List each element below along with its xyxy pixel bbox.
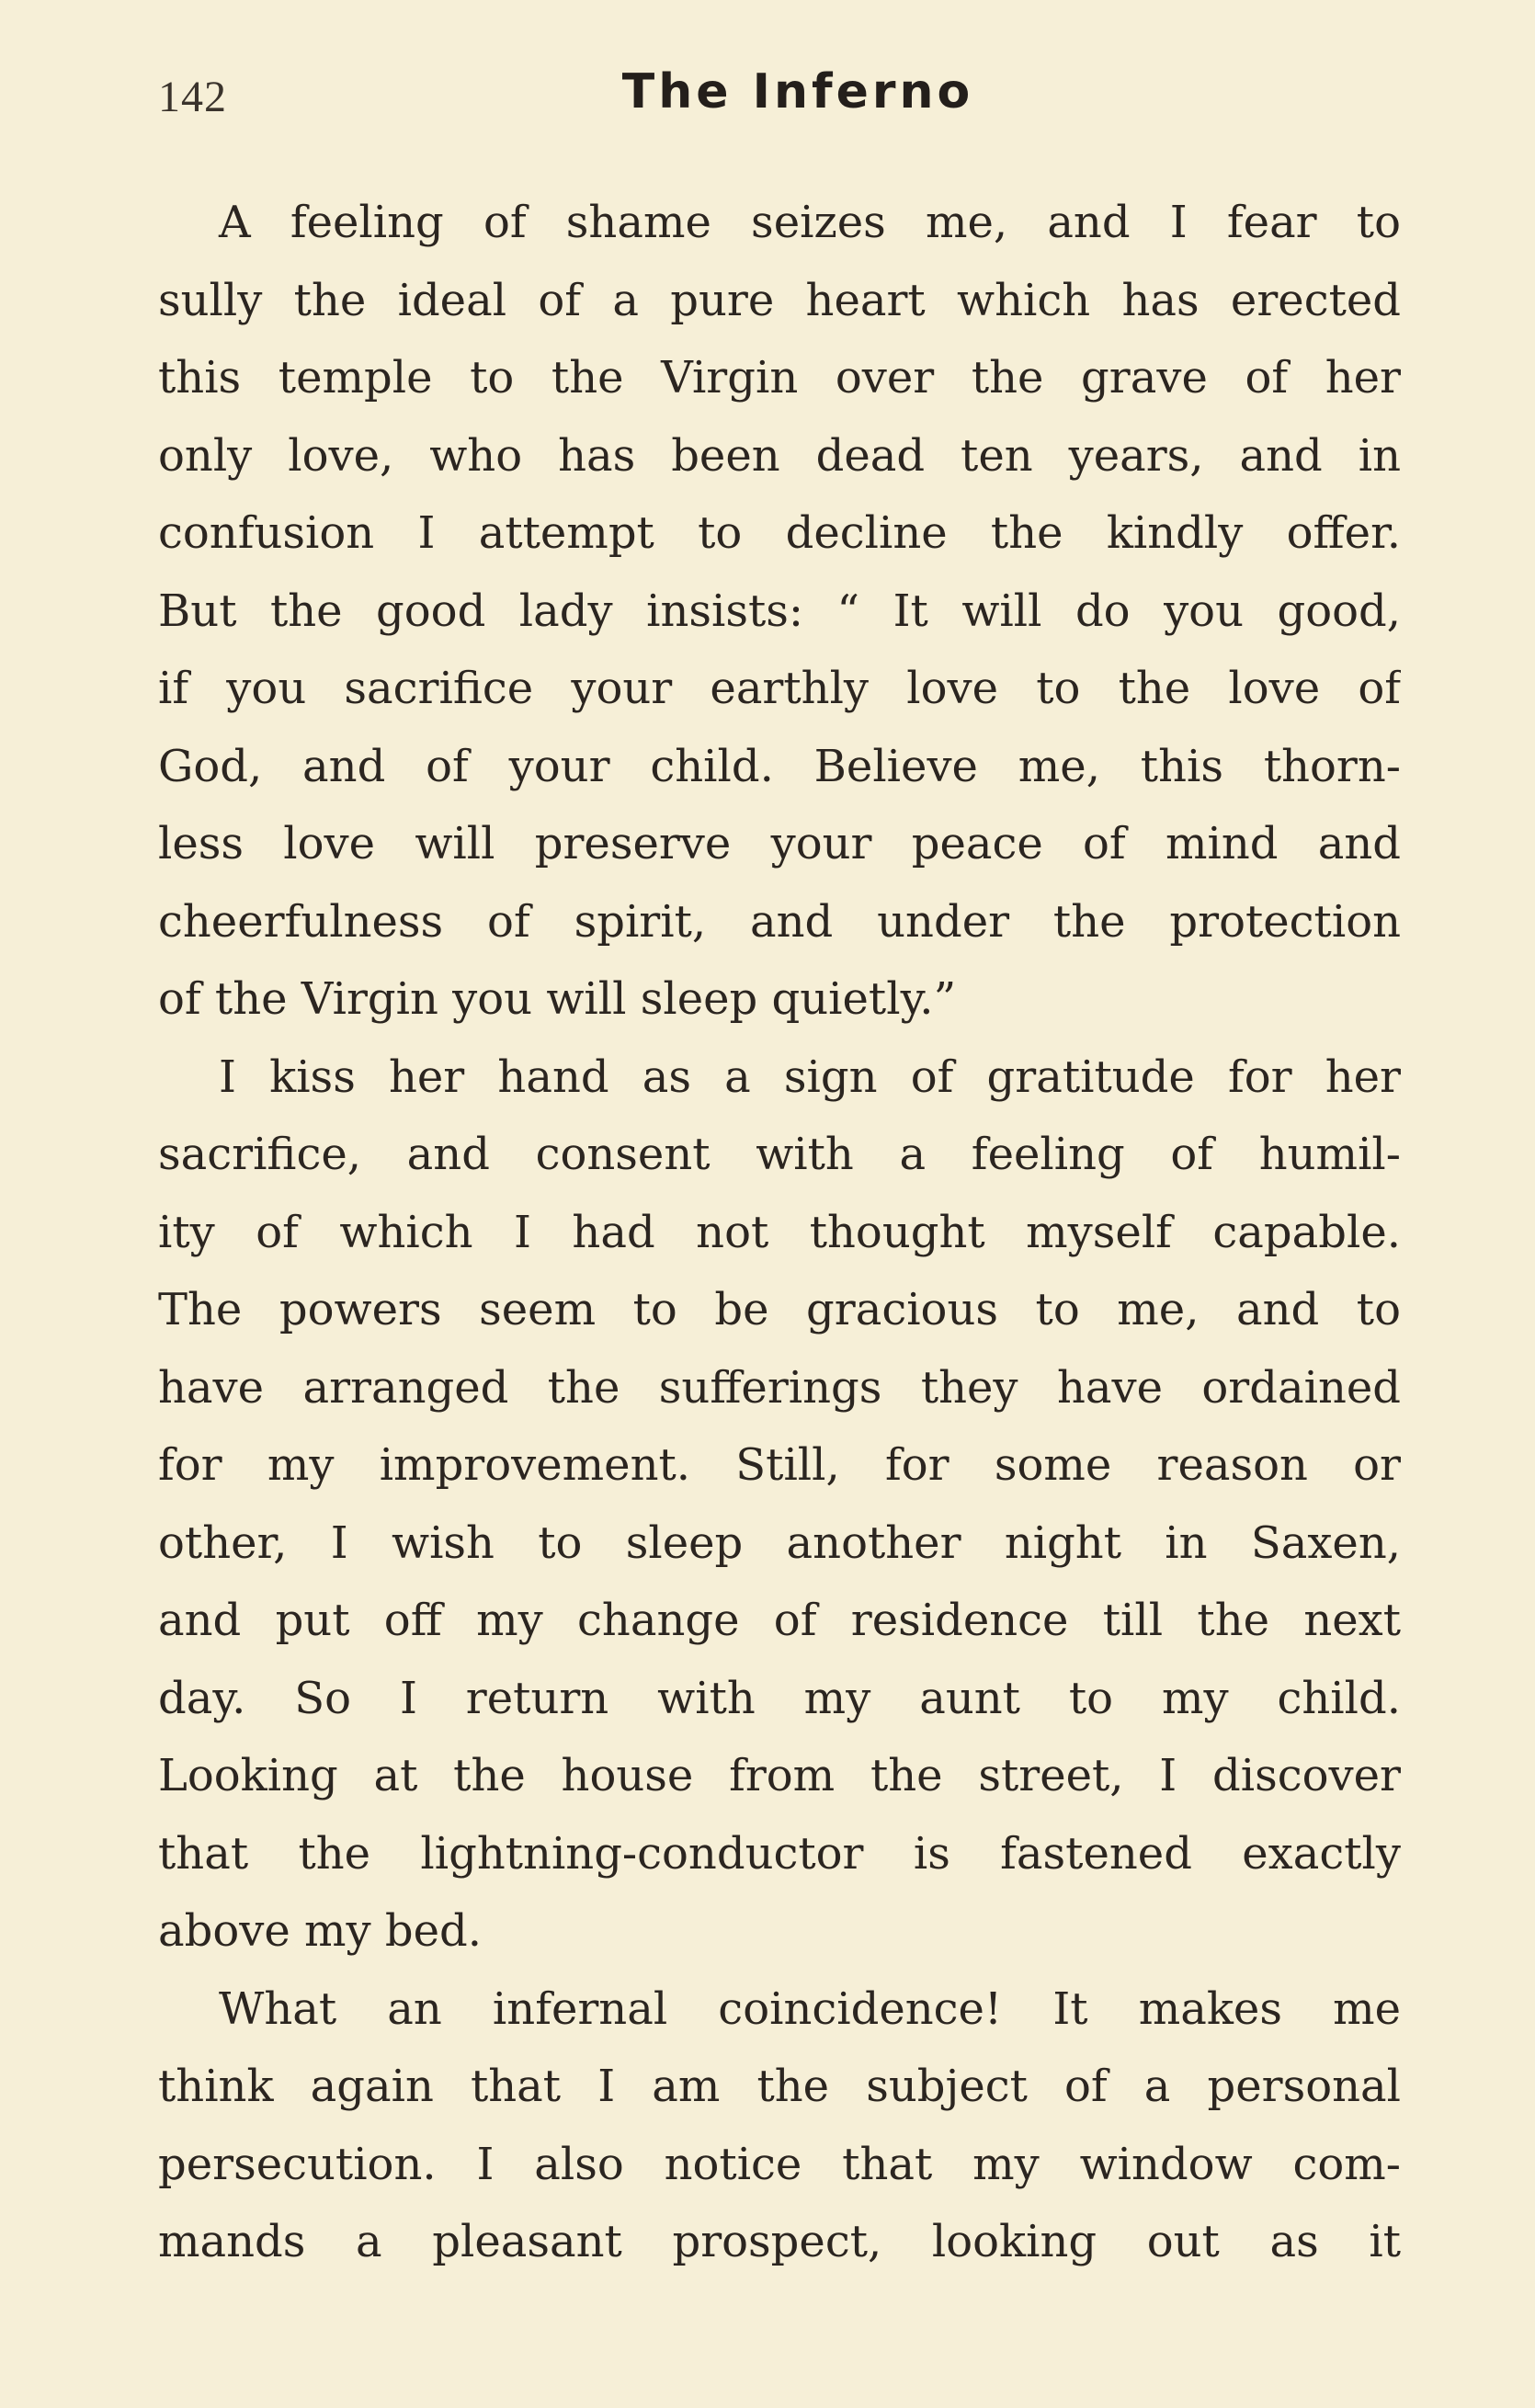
text-line: and put off my change of residence till the next: [158, 1595, 1401, 1646]
text-line: above my bed.: [158, 1905, 483, 1957]
text-line: of the Virgin you will sleep quietly.”: [158, 973, 957, 1025]
text-line: God, and of your child. Believe me, this thorn-: [158, 740, 1401, 792]
text-line: confusion I attempt to decline the kindly offer.: [158, 507, 1401, 559]
text-line: The powers seem to be gracious to me, and to: [158, 1284, 1401, 1335]
text-line: sully the ideal of a pure heart which has erected: [158, 274, 1401, 326]
page-number: 142: [158, 73, 227, 121]
text-line: What an infernal coincidence! It makes me: [219, 1982, 1401, 2035]
text-line: sacrifice, and consent with a feeling of humil-: [158, 1129, 1401, 1180]
text-line: ity of which I had not thought myself capable.: [158, 1206, 1401, 1258]
text-line: only love, who has been dead ten years, and in: [158, 429, 1401, 482]
text-line: have arranged the sufferings they have ordained: [158, 1361, 1401, 1414]
text-line: mands a pleasant prospect, looking out as it: [158, 2216, 1401, 2267]
text-line: that the lightning-conductor is fastened exactly: [158, 1827, 1401, 1880]
text-line: persecution. I also notice that my window com-: [158, 2138, 1401, 2190]
text-line: A feeling of shame seizes me, and I fear to: [219, 197, 1401, 248]
text-line: if you sacrifice your earthly love to the love of: [158, 663, 1401, 714]
body-text: [158, 184, 1401, 2281]
text-line: this temple to the Virgin over the grave of her: [158, 352, 1401, 403]
text-line: I kiss her hand as a sign of gratitude for her: [219, 1051, 1401, 1103]
text-line: think again that I am the subject of a personal: [158, 2061, 1401, 2112]
running-title: The Inferno: [621, 64, 974, 119]
page-header: [158, 64, 1401, 138]
text-line: less love will preserve your peace of mind and: [158, 818, 1401, 869]
text-line: for my improvement. Still, for some reason or: [158, 1439, 1401, 1491]
text-line: cheerfulness of spirit, and under the protection: [158, 895, 1401, 948]
text-line: Looking at the house from the street, I discover: [158, 1750, 1401, 1801]
text-line: day. So I return with my aunt to my child.: [158, 1672, 1401, 1724]
text-line: other, I wish to sleep another night in Saxen,: [158, 1516, 1401, 1569]
text-line: But the good lady insists: “ It will do you good,: [158, 585, 1401, 637]
